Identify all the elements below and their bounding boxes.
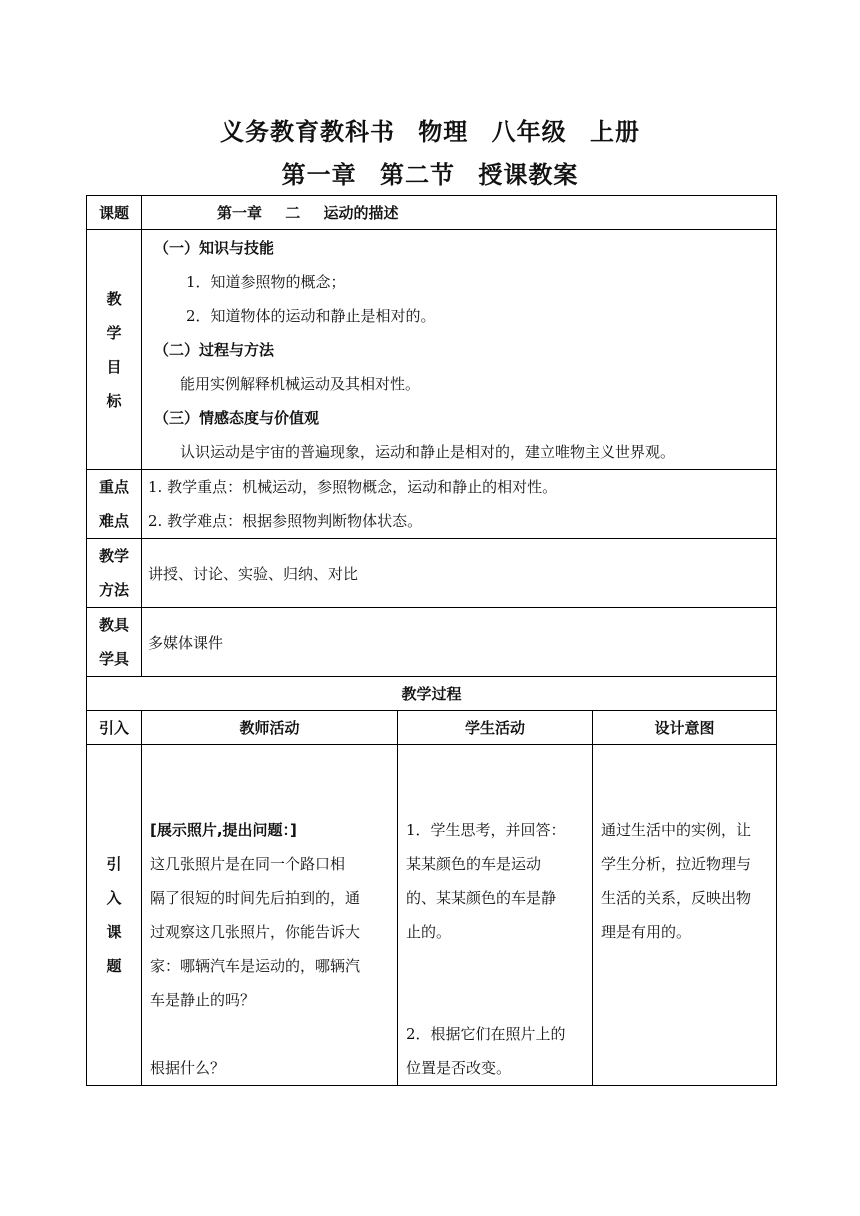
- design-intent-line: 生活的关系，反映出物: [601, 889, 752, 907]
- key-point-item: 2. 教学难点：根据参照物判断物体状态。: [148, 512, 423, 530]
- intro-label: 引 入 课 题: [87, 745, 142, 1086]
- objectives-content: [142, 230, 777, 470]
- process-title: 教学过程: [87, 677, 777, 711]
- intro-row: [87, 745, 777, 1086]
- methods-row: [87, 539, 777, 608]
- student-activity-cell: [398, 745, 593, 1086]
- key-points-content: [142, 470, 777, 539]
- student-answer-line: 1．学生思考，并回答：: [406, 821, 566, 839]
- document-subtitle: 第一章 第二节 授课教案: [281, 161, 579, 189]
- column-header-student: 学生活动: [398, 711, 593, 745]
- teacher-activity-line: 这几张照片是在同一个路口相: [150, 855, 346, 873]
- key-point-item: 1. 教学重点：机械运动，参照物概念，运动和静止的相对性。: [148, 478, 558, 496]
- teacher-activity-heading: [展示照片,提出问题：]: [150, 821, 297, 839]
- spacer: [406, 949, 586, 1017]
- objectives-row: [87, 230, 777, 470]
- objective-item: 认识运动是宇宙的普遍现象，运动和静止是相对的，建立唯物主义世界观。: [180, 443, 676, 461]
- topic-value: 第一章 二 运动的描述: [142, 196, 777, 230]
- column-header-teacher: 教师活动: [142, 711, 398, 745]
- topic-label: 课题: [87, 196, 142, 230]
- tools-value: 多媒体课件: [142, 608, 777, 677]
- objective-item: 能用实例解释机械运动及其相对性。: [180, 375, 421, 393]
- teacher-activity-line: 车是静止的吗？: [150, 991, 256, 1009]
- methods-value: 讲授、讨论、实验、归纳、对比: [142, 539, 777, 608]
- column-header-intent: 设计意图: [593, 711, 777, 745]
- teacher-activity-line: 隔了很短的时间先后拍到的，通: [150, 889, 361, 907]
- tools-row: [87, 608, 777, 677]
- key-points-label: 重点 难点: [87, 470, 142, 539]
- lesson-plan-table: [86, 195, 777, 1086]
- design-intent-line: 通过生活中的实例，让: [601, 821, 752, 839]
- key-points-row: [87, 470, 777, 539]
- tools-label: 教具 学具: [87, 608, 142, 677]
- column-header-intro: 引入: [87, 711, 142, 745]
- teacher-activity-line: 过观察这几张照片，你能告诉大: [150, 923, 361, 941]
- methods-label: 教学 方法: [87, 539, 142, 608]
- teacher-activity-line: 家：哪辆汽车是运动的，哪辆汽: [150, 957, 361, 975]
- teacher-followup: 根据什么？: [150, 1059, 226, 1077]
- objective-heading: （三）情感态度与价值观: [154, 409, 320, 427]
- document-title: 义务教育教科书 物理 八年级 上册: [219, 118, 641, 146]
- objective-heading: （一）知识与技能: [154, 239, 275, 257]
- process-title-row: [87, 677, 777, 711]
- student-answer-line: 的、某某颜色的车是静: [406, 889, 557, 907]
- objectives-label: 教 学 目 标: [87, 230, 142, 470]
- student-answer-line: 某某颜色的车是运动: [406, 855, 542, 873]
- design-intent-line: 学生分析，拉近物理与: [601, 855, 752, 873]
- objective-item: 2．知道物体的运动和静止是相对的。: [186, 307, 436, 325]
- design-intent-cell: [593, 745, 777, 1086]
- topic-row: [87, 196, 777, 230]
- teacher-activity-cell: [142, 745, 398, 1086]
- design-intent-line: 理是有用的。: [601, 923, 692, 941]
- objective-item: 1．知道参照物的概念；: [186, 273, 346, 291]
- objective-heading: （二）过程与方法: [154, 341, 275, 359]
- spacer: [150, 1017, 391, 1051]
- student-answer-line: 位置是否改变。: [406, 1059, 512, 1077]
- student-answer-line: 止的。: [406, 923, 452, 941]
- student-answer-line: 2．根据它们在照片上的: [406, 1025, 566, 1043]
- process-header-row: [87, 711, 777, 745]
